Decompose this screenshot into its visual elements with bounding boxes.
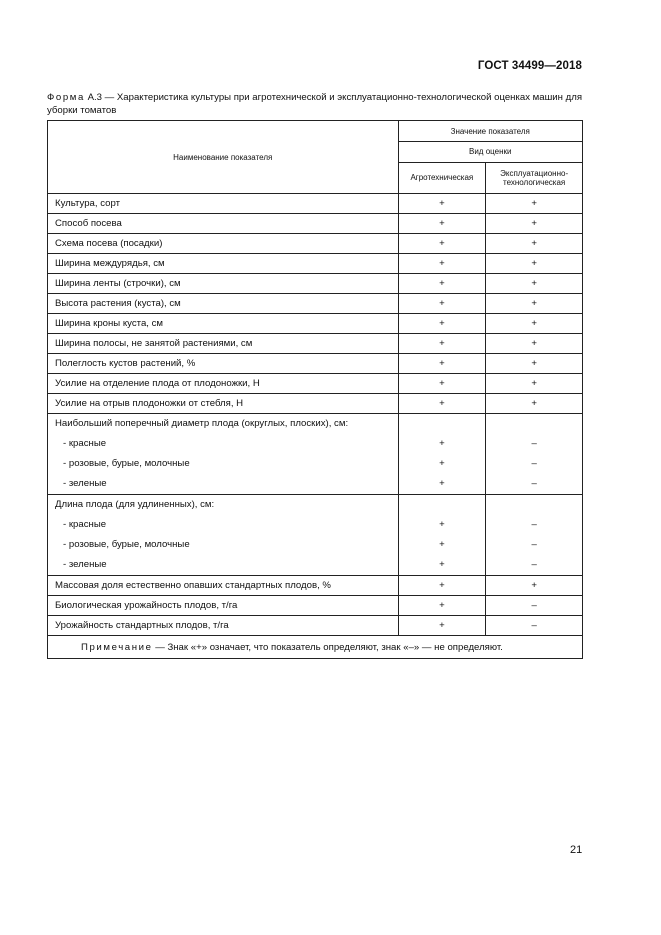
note-word: Примечание (81, 641, 153, 653)
note-row (48, 636, 583, 659)
expl-value: + (486, 254, 583, 274)
agro-value: + (439, 519, 445, 530)
header-operational-line1: Эксплуатационно- (500, 168, 569, 178)
row-name: Урожайность стандартных плодов, т/га (48, 616, 399, 636)
table-row (48, 596, 583, 616)
table-note (48, 636, 583, 659)
table-row (48, 334, 583, 354)
group-item-name: - розовые, бурые, молочные (63, 458, 190, 469)
table-row (48, 314, 583, 334)
group-item-name: - розовые, бурые, молочные (63, 539, 190, 550)
group-expl-values (486, 414, 583, 495)
header-evaluation-type: Вид оценки (398, 142, 583, 162)
expl-value: + (486, 274, 583, 294)
table-row (48, 616, 583, 636)
form-caption (47, 92, 587, 117)
expl-value: + (486, 354, 583, 374)
agro-value: + (439, 438, 445, 449)
agro-value: + (398, 616, 486, 636)
expl-value: + (486, 214, 583, 234)
expl-value: + (486, 374, 583, 394)
page-number: 21 (570, 844, 583, 856)
row-name: Ширина кроны куста, см (48, 314, 399, 334)
table-row (48, 576, 583, 596)
row-name: Усилие на отделение плода от плодоножки, Н (48, 374, 399, 394)
document-code: ГОСТ 34499—2018 (477, 60, 582, 72)
expl-value: + (486, 394, 583, 414)
agro-value: + (398, 294, 486, 314)
expl-value: – (531, 519, 537, 530)
group-item-name: - красные (63, 519, 107, 530)
group-expl-values (486, 495, 583, 576)
agro-value: + (439, 478, 445, 489)
table-group-row (48, 495, 583, 576)
table-group-row (48, 414, 583, 495)
agro-value: + (398, 214, 486, 234)
expl-value: + (486, 314, 583, 334)
group-item-name: - зеленые (63, 559, 107, 570)
group-title: Длина плода (для удлиненных), см: (55, 499, 215, 510)
expl-value: – (531, 559, 537, 570)
header-operational (486, 162, 583, 193)
expl-value: – (531, 478, 537, 489)
agro-value: + (439, 458, 445, 469)
group-item-name: - красные (63, 438, 107, 449)
table-row (48, 294, 583, 314)
table-row (48, 194, 583, 214)
agro-value: + (398, 374, 486, 394)
agro-value: + (398, 314, 486, 334)
expl-value: – (531, 438, 537, 449)
table-row (48, 354, 583, 374)
agro-value: + (398, 234, 486, 254)
row-name: Биологическая урожайность плодов, т/га (48, 596, 399, 616)
agro-value: + (439, 559, 445, 570)
header-indicator-name: Наименование показателя (48, 121, 399, 194)
table-row (48, 274, 583, 294)
row-name: Схема посева (посадки) (48, 234, 399, 254)
table-row (48, 234, 583, 254)
table-row (48, 254, 583, 274)
agro-value: + (398, 354, 486, 374)
header-indicator-value: Значение показателя (398, 121, 583, 142)
table-row (48, 214, 583, 234)
agro-value: + (398, 274, 486, 294)
expl-value: + (486, 576, 583, 596)
row-name: Усилие на отрыв плодоножки от стебля, Н (48, 394, 399, 414)
expl-value: – (486, 596, 583, 616)
table-row (48, 374, 583, 394)
row-name: Полеглость кустов растений, % (48, 354, 399, 374)
header-operational-line2: технологическая (503, 177, 566, 187)
row-name: Массовая доля естественно опавших стандартных плодов, % (48, 576, 399, 596)
group-agro-values (398, 414, 486, 495)
agro-value: + (398, 334, 486, 354)
group-agro-values (398, 495, 486, 576)
expl-value: + (486, 194, 583, 214)
table-row (48, 394, 583, 414)
agro-value: + (439, 539, 445, 550)
expl-value: + (486, 234, 583, 254)
agro-value: + (398, 596, 486, 616)
agro-value: + (398, 576, 486, 596)
group-names (48, 495, 399, 576)
agro-value: + (398, 194, 486, 214)
header-agrotechnical: Агротехническая (398, 162, 486, 193)
row-name: Способ посева (48, 214, 399, 234)
group-names (48, 414, 399, 495)
form-word: Форма (47, 92, 85, 103)
row-name: Высота растения (куста), см (48, 294, 399, 314)
row-name: Ширина ленты (строчки), см (48, 274, 399, 294)
expl-value: – (531, 539, 537, 550)
row-name: Ширина междурядья, см (48, 254, 399, 274)
agro-value: + (398, 394, 486, 414)
expl-value: + (486, 334, 583, 354)
row-name: Ширина полосы, не занятой растениями, см (48, 334, 399, 354)
group-item-name: - зеленые (63, 478, 107, 489)
form-caption-text: А.3 — Характеристика культуры при агротехнической и эксплуатационно-технологической оценках машин для уборки томатов (47, 92, 583, 116)
expl-value: – (531, 458, 537, 469)
agro-value: + (398, 254, 486, 274)
group-title: Наибольший поперечный диаметр плода (округлых, плоских), см: (55, 418, 349, 429)
row-name: Культура, сорт (48, 194, 399, 214)
note-text: — Знак «+» означает, что показатель определяют, знак «–» — не определяют. (155, 641, 503, 653)
characteristics-table (47, 120, 583, 659)
expl-value: + (486, 294, 583, 314)
expl-value: – (486, 616, 583, 636)
